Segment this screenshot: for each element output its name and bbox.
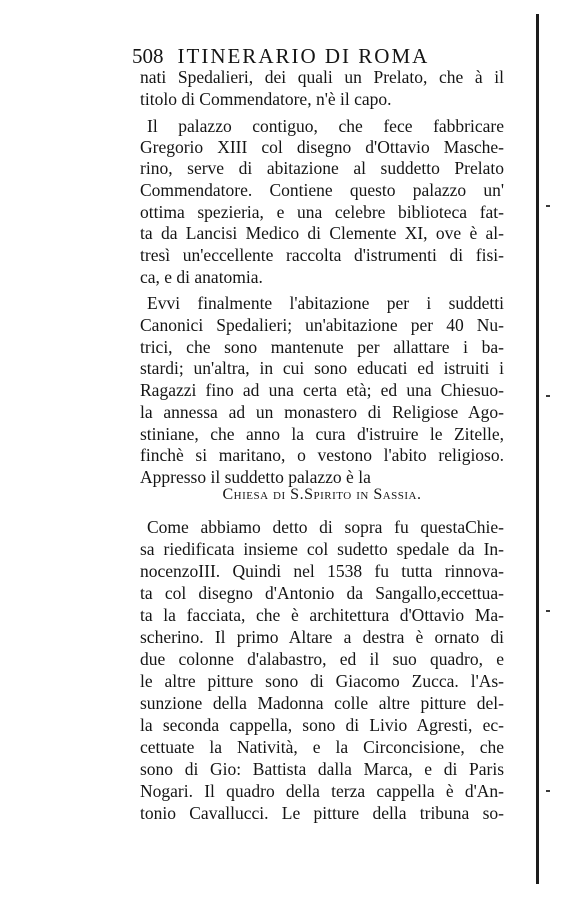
text-line: due colonne d'alabastro, ed il suo quadro, e xyxy=(140,649,504,669)
text-line: Ragazzi fino ad una certa età; ed una Chiesuo- xyxy=(140,380,504,400)
text-line: le altre pitture sono di Giacomo Zucca. l'As- xyxy=(140,671,504,691)
text-line: Il palazzo contiguo, che fece fabbricare xyxy=(147,116,504,136)
section-heading: Chiesa di S.Spirito in Sassia. xyxy=(222,486,422,503)
text-line: rino, serve di abitazione al suddetto Prelato xyxy=(140,158,504,178)
gutter-mark xyxy=(546,610,550,612)
text-line: finchè si maritano, o vestono l'abito religioso. xyxy=(140,445,504,465)
text-line: ca, e di anatomia. xyxy=(140,267,263,287)
text-line: sono di Gio: Battista dalla Marca, e di Paris xyxy=(140,759,504,779)
text-line: cettuate la Natività, e la Circoncisione, che xyxy=(140,737,504,757)
text-line: nocenzoIII. Quindi nel 1538 fu tutta rinnova- xyxy=(140,561,504,581)
running-title: ITINERARIO DI ROMA xyxy=(177,44,430,68)
text-line: tonio Cavallucci. Le pitture della tribuna so- xyxy=(140,803,504,823)
page-gutter-edge xyxy=(536,14,539,884)
text-line: Evvi finalmente l'abitazione per i suddetti xyxy=(147,293,504,313)
text-line: ta da Lancisi Medico di Clemente XI, ove è al- xyxy=(140,223,504,243)
text-line: trici, che sono mantenute per allattare i ba- xyxy=(140,337,504,357)
gutter-mark xyxy=(546,205,550,207)
text-line: sa riedificata insieme col sudetto spedale da In- xyxy=(140,539,504,559)
text-line: ta col disegno d'Antonio da Sangallo,eccettua- xyxy=(140,583,504,603)
gutter-mark xyxy=(546,790,550,792)
text-line: ta la facciata, che è architettura d'Ottavio Ma- xyxy=(140,605,504,625)
text-line: Nogari. Il quadro della terza cappella è d'An- xyxy=(140,781,504,801)
text-line: stardi; un'altra, in cui sono educati ed istruiti i xyxy=(140,358,504,378)
text-line: scherino. Il primo Altare a destra è ornato di xyxy=(140,627,504,647)
text-line: Canonici Spedalieri; un'abitazione per 40 Nu- xyxy=(140,315,504,335)
gutter-mark xyxy=(546,395,550,397)
text-line: la annessa ad un monastero di Religiose Ago- xyxy=(140,402,504,422)
text-line: Appresso il suddetto palazzo è la xyxy=(140,467,371,487)
text-line: Come abbiamo detto di sopra fu questaChie- xyxy=(147,517,504,537)
page-number: 508 xyxy=(132,44,164,68)
text-line: stiniane, che anno la cura d'istruire le Zitelle, xyxy=(140,424,504,444)
text-line: Commendatore. Contiene questo palazzo un' xyxy=(140,180,504,200)
text-line: tresì un'eccellente raccolta d'istrumenti di fisi- xyxy=(140,245,504,265)
text-line: la seconda cappella, sono di Livio Agresti, ec- xyxy=(140,715,504,735)
text-line: ottima spezieria, e una celebre biblioteca fat- xyxy=(140,202,504,222)
text-line: nati Spedalieri, dei quali un Prelato, che à il xyxy=(140,67,504,87)
text-line: titolo di Commendatore, n'è il capo. xyxy=(140,89,392,109)
text-line: Gregorio XIII col disegno d'Ottavio Masche- xyxy=(140,137,504,157)
text-line: sunzione della Madonna colle altre pitture del- xyxy=(140,693,504,713)
